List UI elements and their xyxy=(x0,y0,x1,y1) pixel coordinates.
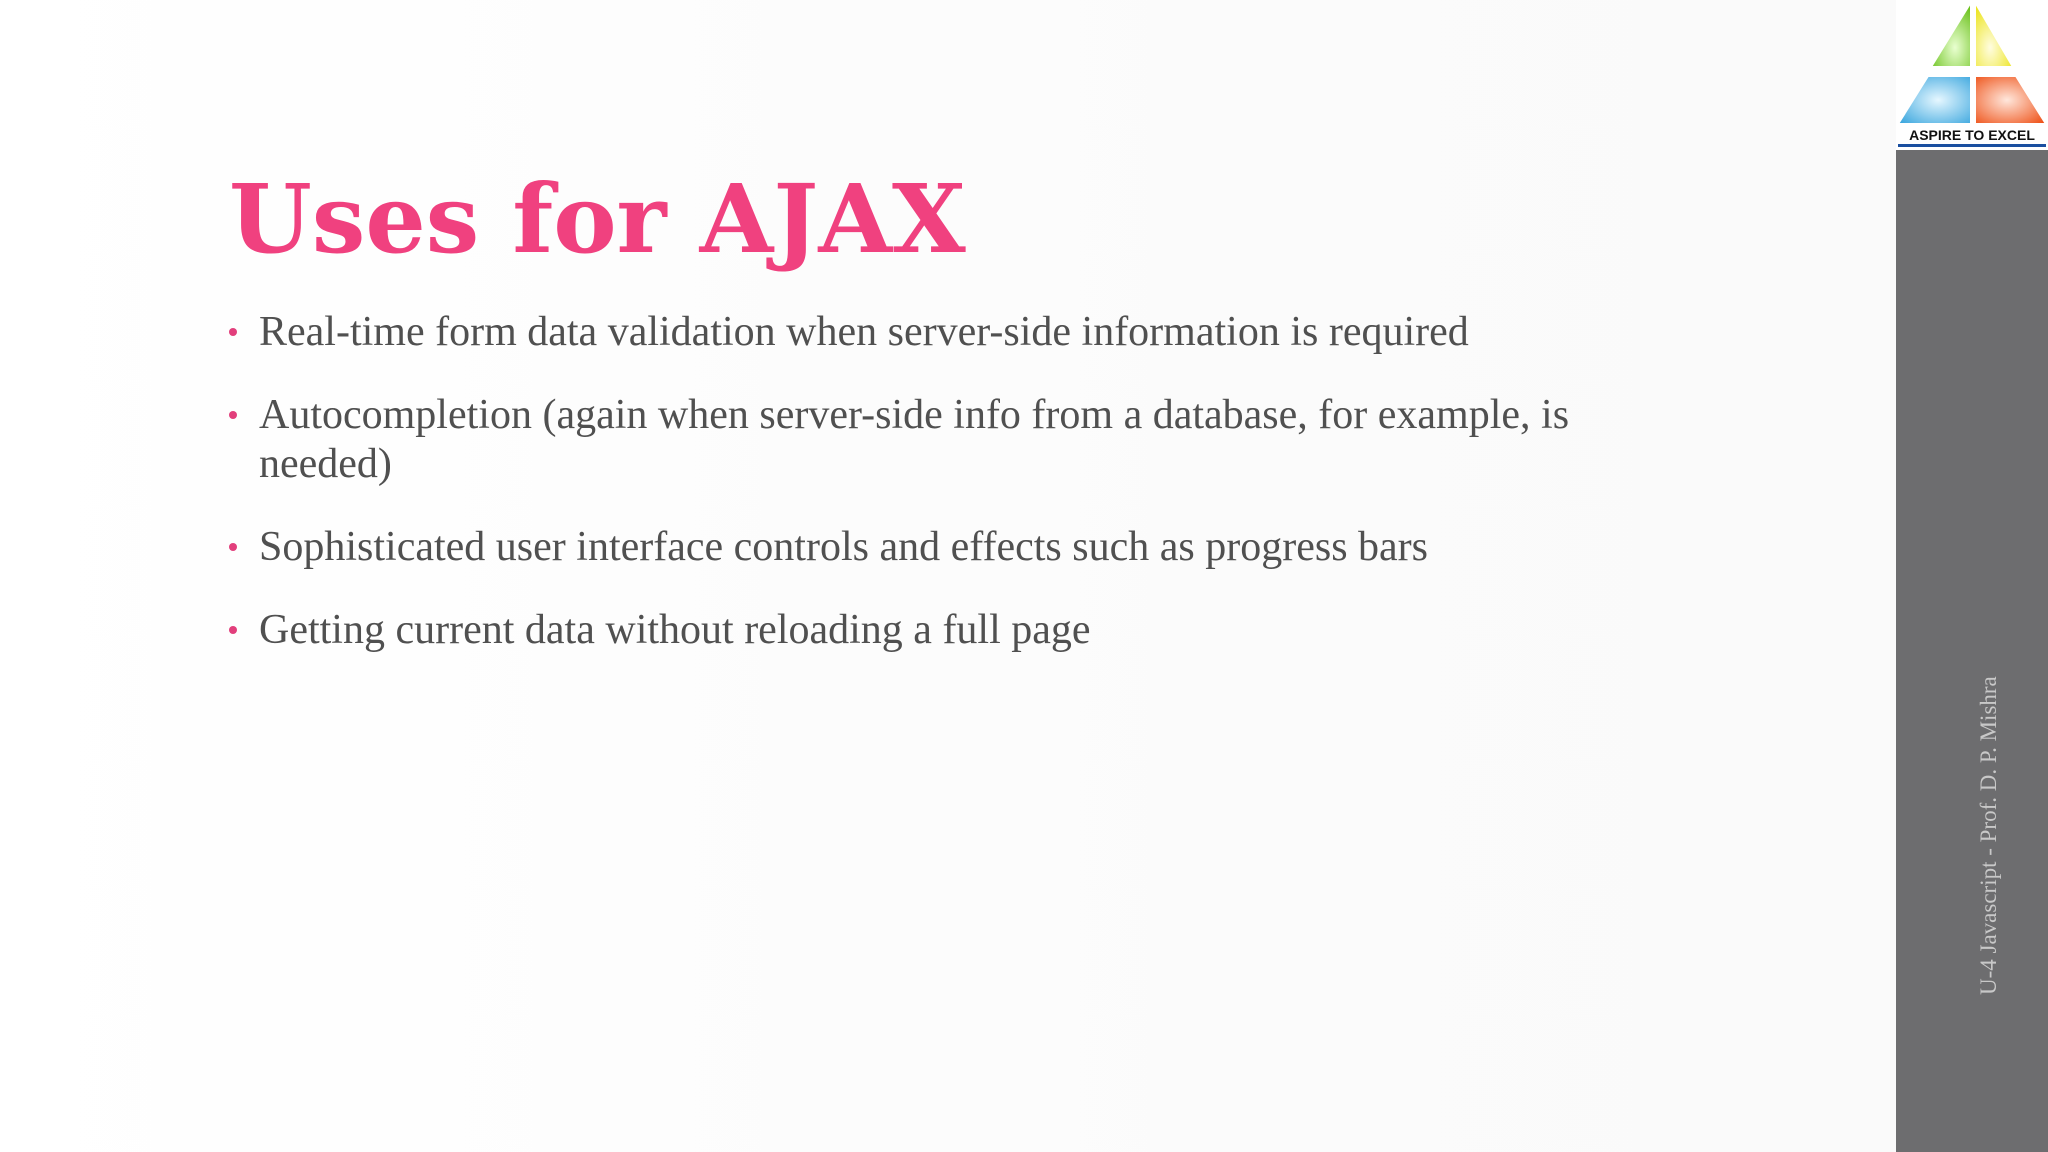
bullet-list xyxy=(229,308,1609,655)
slide-title: Uses for AJAX xyxy=(229,164,966,275)
bullet-dot-icon xyxy=(229,411,237,419)
bullet-text: Sophisticated user interface controls and effects such as progress bars xyxy=(259,524,1429,570)
logo-underline xyxy=(1898,144,2046,147)
logo-text: ASPIRE TO EXCEL xyxy=(1909,127,2035,143)
bullet-dot-icon xyxy=(229,328,237,336)
aspire-pyramid-logo-icon xyxy=(1896,0,2048,150)
bullet-dot-icon xyxy=(229,543,237,551)
logo-pyramid-graphic xyxy=(1896,0,2048,130)
bullet-dot-icon xyxy=(229,626,237,634)
bullet-item xyxy=(229,391,1609,489)
bullet-text: Real-time form data validation when server-side information is required xyxy=(259,309,1469,355)
slide-content xyxy=(229,160,1609,689)
bullet-text: Autocompletion (again when server-side info from a database, for example, is needed) xyxy=(259,392,1570,487)
bullet-item xyxy=(229,523,1609,572)
footer-text: U-4 Javascript - Prof. D. P. Mishra xyxy=(1976,676,2001,995)
bullet-text: Getting current data without reloading a full page xyxy=(259,607,1091,653)
sidebar xyxy=(1896,0,2048,1152)
bullet-item xyxy=(229,606,1609,655)
bullet-item xyxy=(229,308,1609,357)
